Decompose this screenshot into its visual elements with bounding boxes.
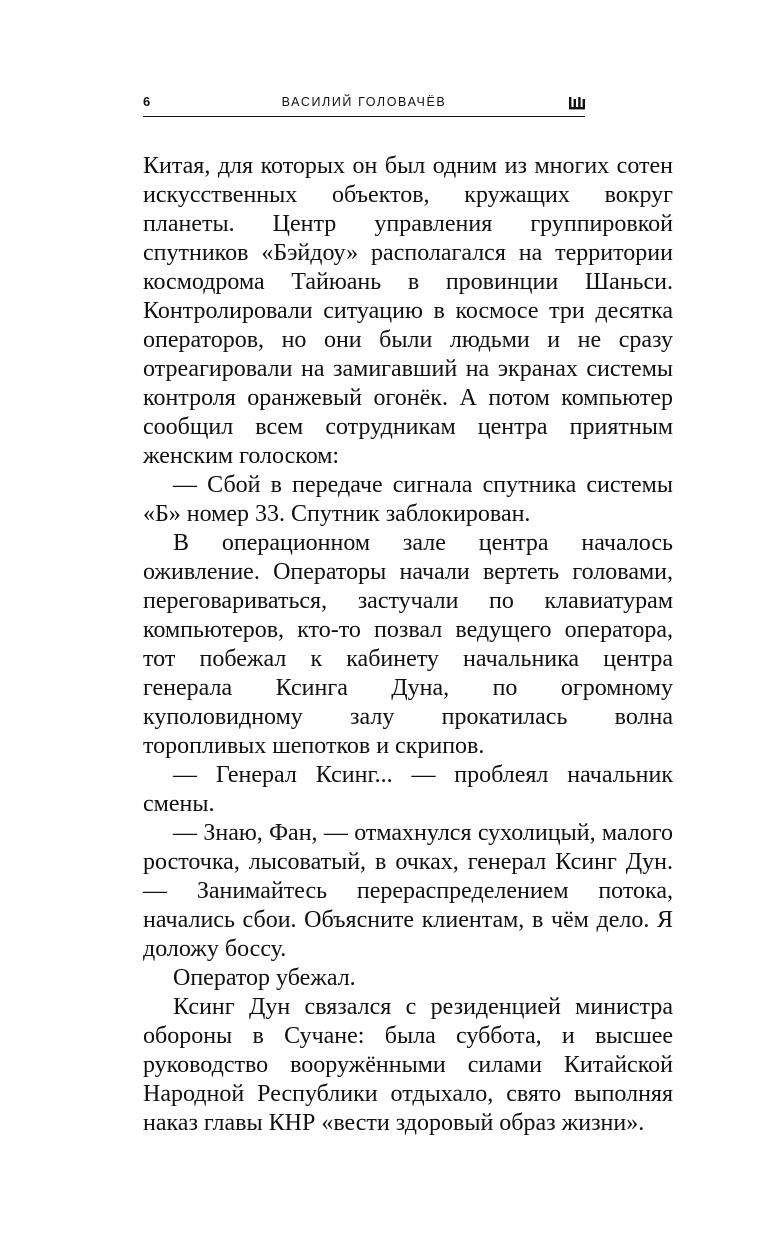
running-title: ВАСИЛИЙ ГОЛОВАЧЁВ	[281, 95, 447, 109]
page-header	[143, 94, 585, 118]
header-rule	[143, 116, 585, 117]
page-number: 6	[143, 94, 151, 109]
body-text	[143, 152, 673, 1138]
paragraph: — Сбой в передаче сигнала спутника системы «Б» номер 33. Спутник заблокирован.	[143, 472, 673, 527]
paragraph: В операционном зале центра началось оживление. Операторы начали вертеть головами, переговариваться, застучали по клавиатурам компьютеров, кто-то позвал ведущего оператора, тот побежал к кабинету начальника центра генерала Ксинга Дуна, по огромному куполовидному залу прокатилась волна торопливых шепотков и скрипов.	[143, 530, 673, 759]
publisher-logo-icon	[568, 96, 585, 111]
paragraph: Китая, для которых он был одним из многих сотен искусственных объектов, кружащих вокруг планеты. Центр управления группировкой спутников «Бэйдоу» располагался на территории космодрома Тайюань в провинции Шаньси. Контролировали ситуацию в космосе три десятка операторов, но они были людьми и не сразу отреагировали на замигавший на экранах системы контроля оранжевый огонёк. А потом компьютер сообщил всем сотрудникам центра приятным женским голоском:	[143, 153, 673, 469]
paragraph: Ксинг Дун связался с резиденцией министра обороны в Сучане: была суббота, и высшее руководство вооружёнными силами Китайской Народной Республики отдыхало, свято выполняя наказ главы КНР «вести здоровый образ жизни».	[143, 994, 673, 1136]
paragraph: — Генерал Ксинг... — проблеял начальник смены.	[143, 762, 673, 817]
paragraph: — Знаю, Фан, — отмахнулся сухолицый, малого росточка, лысоватый, в очках, генерал Ксинг Дун. — Занимайтесь перераспределением потока, начались сбои. Объясните клиентам, в чём дело. Я доложу боссу.	[143, 820, 673, 962]
paragraph: Оператор убежал.	[173, 965, 356, 991]
